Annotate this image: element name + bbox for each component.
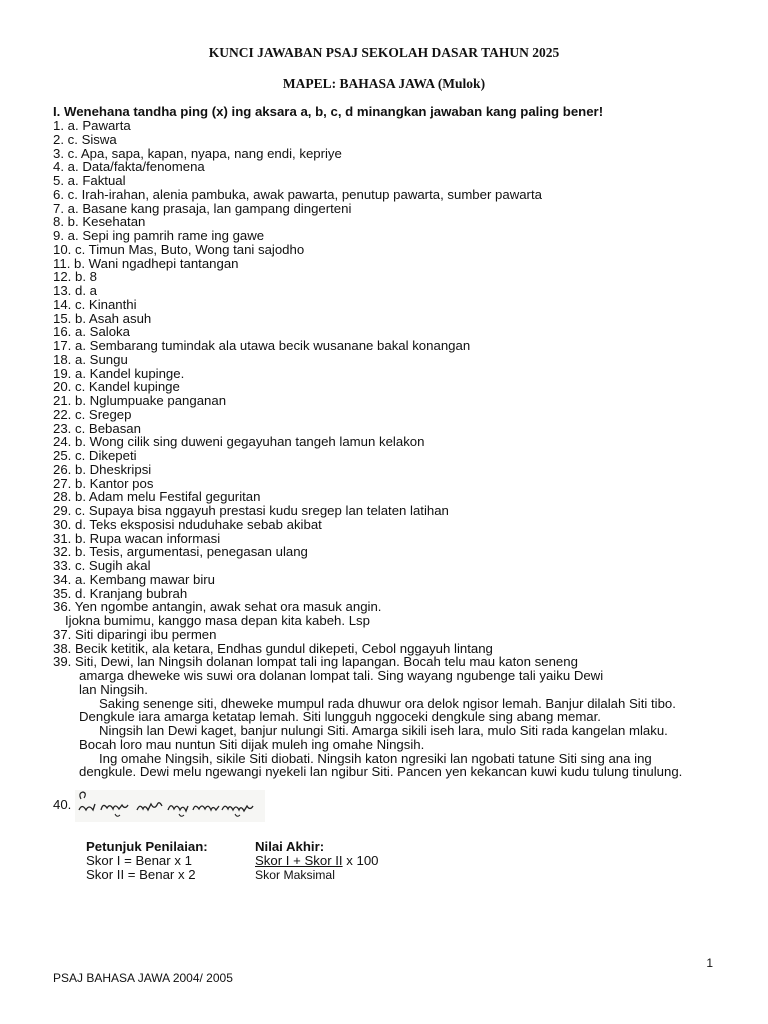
answer-40-label: 40. (53, 797, 72, 812)
answer-item: 21. b. Nglumpuake panganan (53, 393, 227, 408)
scoring-guide-title: Petunjuk Penilaian: (86, 839, 208, 854)
answer-item: 32. b. Tesis, argumentasi, penegasan ulang (53, 544, 308, 560)
answer-item: 27. b. Kantor pos (53, 475, 154, 491)
answer-item: 20. c. Kandel kupinge (53, 379, 180, 395)
answer-39-line-7: Bocah loro mau nuntun Siti dijak muleh ing omahe Ningsih. (79, 736, 425, 752)
answer-item: 7. a. Basane kang prasaja, lan gampang dingerteni (53, 200, 352, 216)
score-1-rule: Skor I = Benar x 1 (86, 853, 192, 868)
page-number: 1 (706, 956, 713, 970)
answer-item: 29. c. Supaya bisa nggayuh prestasi kudu sregep lan telaten latihan (53, 503, 449, 518)
answer-item: 8. b. Kesehatan (53, 214, 146, 230)
answer-37: 37. Siti diparingi ibu permen (53, 626, 217, 642)
answer-item: 6. c. Irah-irahan, alenia pambuka, awak pawarta, penutup pawarta, sumber pawarta (53, 186, 542, 202)
answer-39-line-6: Ningsih lan Dewi kaget, banjur nulungi Siti. Amarga sikili iseh lara, mulo Siti rada kangelan mlaku. (99, 723, 668, 738)
final-score-title: Nilai Akhir: (255, 839, 325, 854)
answer-item: 23. c. Bebasan (53, 420, 141, 436)
answer-item: 18. a. Sungu (53, 351, 128, 367)
answer-item: 30. d. Teks eksposisi nduduhake sebab akibat (53, 516, 322, 532)
answer-39-line-9: dengkule. Dewi melu ngewangi nyekeli lan ngibur Siti. Pancen yen kekancan kuwi kudu tulung tinulung. (79, 764, 683, 780)
javanese-script-image (75, 790, 265, 822)
answer-39-line-5: Dengkule iara amarga ketatap lemah. Siti lungguh nggoceki dengkule sing abang memar. (79, 709, 601, 725)
page-title: KUNCI JAWABAN PSAJ SEKOLAH DASAR TAHUN 2025 (208, 45, 560, 60)
answer-list (53, 119, 733, 614)
answer-list-continued (53, 614, 733, 779)
answer-item: 28. b. Adam melu Festifal geguritan (53, 489, 261, 505)
answer-item: 10. c. Timun Mas, Buto, Wong tani sajodho (53, 241, 305, 257)
answer-item: 9. a. Sepi ing pamrih rame ing gawe (53, 228, 265, 243)
answer-item: 12. b. 8 (53, 269, 97, 285)
subject-subtitle: MAPEL: BAHASA JAWA (Mulok) (282, 76, 486, 91)
answer-item: 35. d. Kranjang bubrah (53, 585, 188, 601)
answer-item: 1. a. Pawarta (53, 118, 131, 133)
section-instruction: I. Wenehana tandha ping (x) ing aksara a, b, c, d minangkan jawaban kang paling bener! (53, 104, 604, 119)
answer-item: 5. a. Faktual (53, 173, 126, 188)
answer-item: 16. a. Saloka (53, 324, 130, 340)
score-2-rule: Skor II = Benar x 2 (86, 867, 196, 882)
answer-item: 4. a. Data/fakta/fenomena (53, 159, 205, 175)
answer-item: 17. a. Sembarang tumindak ala utawa becik wusanane bakal konangan (53, 338, 471, 353)
answer-39-line-3: lan Ningsih. (79, 681, 148, 697)
answer-item: 13. d. a (53, 283, 97, 298)
answer-item: 31. b. Rupa wacan informasi (53, 530, 221, 546)
answer-36-continuation: Ijokna bumimu, kanggo masa depan kita kabeh. Lsp (65, 613, 370, 628)
answer-39-line-1: 39. Siti, Dewi, lan Ningsih dolanan lompat tali ing lapangan. Bocah telu mau katon seneng (53, 654, 578, 670)
answer-item: 15. b. Asah asuh (53, 310, 152, 326)
answer-39-line-4: Saking senenge siti, dheweke mumpul rada dhuwur ora delok ngisor lemah. Banjur dilalah Siti tibo. (99, 695, 676, 711)
answer-item: 25. c. Dikepeti (53, 448, 137, 463)
answer-item: 33. c. Sugih akal (53, 558, 151, 573)
answer-item: 11. b. Wani ngadhepi tantangan (53, 255, 239, 271)
formula-numerator: Skor I + Skor II (255, 853, 343, 868)
answer-item: 26. b. Dheskripsi (53, 461, 152, 477)
answer-item: 14. c. Kinanthi (53, 296, 137, 312)
page-footer: PSAJ BAHASA JAWA 2004/ 2005 (53, 971, 233, 985)
answer-item: 24. b. Wong cilik sing duweni gegayuhan tangeh lamun kelakon (53, 434, 425, 450)
formula-denominator: Skor Maksimal (255, 868, 335, 882)
answer-40 (53, 790, 265, 822)
answer-item: 34. a. Kembang mawar biru (53, 571, 215, 587)
formula-numerator-row (255, 854, 379, 868)
formula-multiplier: x 100 (342, 853, 379, 868)
answer-item: 2. c. Siswa (53, 131, 117, 147)
answer-39-line-8: Ing omahe Ningsih, sikile Siti diobati. Ningsih katon ngresiki lan ngobati tatune Siti sing ana ing (99, 750, 652, 766)
final-score-formula (255, 840, 379, 882)
answer-item: 3. c. Apa, sapa, kapan, nyapa, nang endi, kepriye (53, 145, 342, 161)
answer-item: 19. a. Kandel kupinge. (53, 365, 185, 381)
answer-item: 36. Yen ngombe antangin, awak sehat ora masuk angin. (53, 599, 382, 615)
answer-39-line-2: amarga dheweke wis suwi ora dolanan lompat tali. Sing wayang ngubenge tali yaiku Dewi (79, 668, 604, 683)
answer-38: 38. Becik ketitik, ala ketara, Endhas gundul dikepeti, Cebol nggayuh lintang (53, 640, 493, 656)
answer-item: 22. c. Sregep (53, 406, 132, 422)
scoring-guide (86, 840, 208, 882)
